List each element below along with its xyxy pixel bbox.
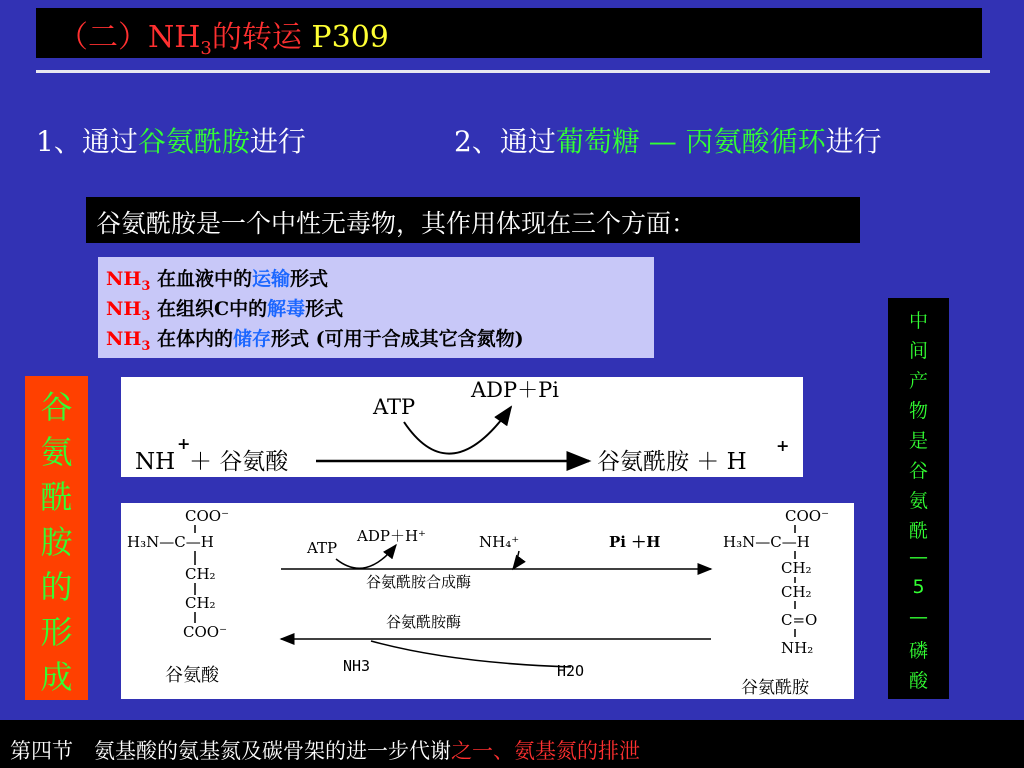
reaction-panel-2 bbox=[121, 503, 854, 699]
left-label-char: 成 bbox=[40, 658, 73, 696]
r2-enzyme-forward: 谷氨酰胺合成酶 bbox=[366, 573, 472, 591]
role-transport: $NH_3$ 在血液中的运输形式 bbox=[106, 268, 329, 294]
right-label-char: 酰 bbox=[908, 520, 928, 542]
right-label-char: 谷 bbox=[908, 460, 928, 482]
slide-title: （二）$NH_3$的转运 P309 bbox=[58, 20, 389, 59]
role-storage: $NH_3$ 在体内的储存形式 (可用于合成其它含氮物) bbox=[106, 328, 524, 354]
r2-atp: ATP bbox=[307, 539, 338, 557]
reaction-2-diagram bbox=[121, 503, 854, 699]
footer-text: 第四节 氨基酸的氨基氮及碳骨架的进一步代谢之一、氨基氮的排泄 bbox=[10, 739, 640, 763]
glu-carboxyl-top: COO⁻ bbox=[185, 507, 229, 525]
r1-nh4: NH bbox=[135, 449, 176, 475]
left-label-char: 胺 bbox=[40, 523, 73, 561]
r1-glutamate: ＋ 谷氨酸 bbox=[189, 449, 289, 475]
r1-curved-arrow bbox=[404, 407, 511, 454]
right-label-char: 是 bbox=[908, 430, 928, 452]
right-label-char: 5 bbox=[912, 576, 925, 598]
glutamine-label: 谷氨酰胺 bbox=[741, 678, 809, 698]
right-label-char: 产 bbox=[908, 370, 928, 392]
r2-nh4: NH₄⁺ bbox=[479, 533, 520, 551]
r2-pi: Pi ＋H bbox=[609, 533, 661, 551]
r2-h2o: H2O bbox=[557, 662, 585, 680]
r1-product-charge: + bbox=[776, 436, 790, 455]
glutamate-structure bbox=[127, 507, 229, 641]
right-label-char: 物 bbox=[908, 400, 928, 422]
gln-ch2-2: CH₂ bbox=[781, 583, 812, 601]
r1-atp: ATP bbox=[373, 395, 416, 419]
intermediate-label bbox=[888, 298, 949, 699]
point-1: 1、通过谷氨酰胺进行 bbox=[36, 125, 306, 158]
gln-carbonyl: C=O bbox=[781, 611, 818, 629]
r1-nh4-charge: + bbox=[177, 434, 191, 453]
right-label-char: 氨 bbox=[908, 490, 928, 512]
left-label-char: 氨 bbox=[40, 433, 73, 471]
left-label-char: 谷 bbox=[40, 388, 73, 426]
r2-nh4-arrow bbox=[513, 551, 519, 569]
point-2: 2、通过葡萄糖 — 丙氨酸循环进行 bbox=[454, 125, 882, 158]
r2-nh3-curve bbox=[371, 641, 571, 667]
glu-ch2-1: CH₂ bbox=[185, 565, 216, 583]
r1-product: 谷氨酰胺 ＋ H bbox=[597, 449, 747, 475]
right-label-char: 中 bbox=[908, 310, 928, 332]
info-box-text: 谷氨酰胺是一个中性无毒物，其作用体现在三个方面： bbox=[96, 209, 697, 238]
glutamine-formation-label bbox=[25, 376, 88, 700]
gln-alpha-carbon: H₃N—C—H bbox=[723, 533, 810, 551]
right-label-char: 酸 bbox=[908, 670, 928, 692]
right-label-char: — bbox=[909, 606, 928, 628]
r2-nh3: NH3 bbox=[343, 657, 371, 675]
left-label-char: 酰 bbox=[40, 478, 73, 516]
left-label-char: 的 bbox=[40, 568, 73, 606]
glu-ch2-2: CH₂ bbox=[185, 594, 216, 612]
r1-adp: ADP＋Pi bbox=[471, 378, 559, 402]
title-divider bbox=[36, 70, 990, 73]
glu-alpha-carbon: H₃N—C—H bbox=[127, 533, 214, 551]
gln-carboxyl: COO⁻ bbox=[785, 507, 829, 525]
role-detox: $NH_3$ 在组织C中的解毒形式 bbox=[106, 298, 344, 324]
gln-amide: NH₂ bbox=[781, 639, 814, 657]
left-label-char: 形 bbox=[40, 613, 73, 651]
glu-carboxyl-bottom: COO⁻ bbox=[183, 623, 227, 641]
reaction-panel-1 bbox=[121, 377, 803, 477]
right-label-char: — bbox=[909, 546, 928, 568]
r2-atp-arrow bbox=[336, 545, 396, 568]
right-label-char: 磷 bbox=[908, 640, 928, 662]
glutamine-structure bbox=[723, 507, 829, 657]
glutamate-label: 谷氨酸 bbox=[165, 665, 219, 686]
r2-adp: ADP＋H⁺ bbox=[357, 527, 426, 545]
gln-ch2-1: CH₂ bbox=[781, 559, 812, 577]
right-label-char: 间 bbox=[908, 340, 928, 362]
r2-enzyme-reverse: 谷氨酰胺酶 bbox=[386, 613, 462, 631]
reaction-1-diagram bbox=[121, 377, 803, 477]
